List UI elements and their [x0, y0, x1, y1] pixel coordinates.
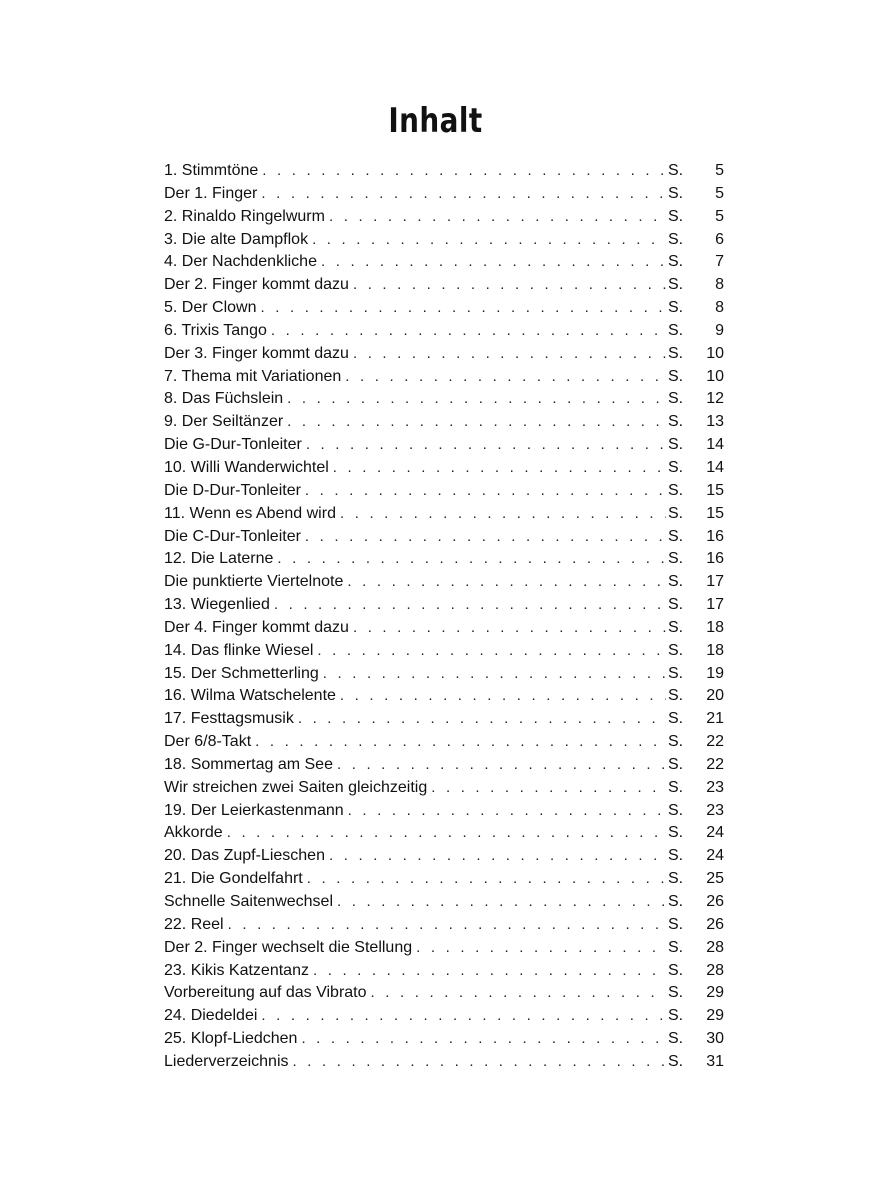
dot-leader	[317, 640, 666, 663]
toc-entry-page: 10	[706, 344, 724, 362]
toc-entry-page: 28	[706, 961, 724, 979]
toc-entry	[164, 868, 724, 891]
toc-entry-title: 3. Die alte Dampflok	[164, 230, 309, 248]
toc-entry-page: 18	[706, 641, 724, 659]
page-prefix: S.	[668, 299, 684, 317]
toc-entry-page: 20	[706, 687, 724, 705]
page-prefix: S.	[668, 458, 684, 476]
toc-entry	[164, 822, 724, 845]
page-prefix: S.	[668, 481, 684, 499]
toc-entry-page: 29	[706, 1007, 724, 1025]
toc-entry	[164, 960, 724, 983]
toc-entry	[164, 891, 724, 914]
toc-entry	[164, 937, 724, 960]
toc-entry-page: 19	[706, 664, 724, 682]
toc-entry	[164, 229, 724, 252]
dot-leader	[306, 434, 666, 457]
dot-leader	[416, 937, 666, 960]
page-prefix: S.	[668, 664, 684, 682]
page-prefix: S.	[668, 961, 684, 979]
dot-leader	[337, 754, 666, 777]
toc-entry	[164, 845, 724, 868]
dot-leader	[431, 777, 666, 800]
dot-leader	[353, 617, 666, 640]
toc-entry-page: 28	[706, 938, 724, 956]
toc-entry-title: Der 4. Finger kommt dazu	[164, 618, 349, 636]
toc-entry-page: 5	[715, 184, 724, 202]
dot-leader	[353, 343, 666, 366]
toc-entry-title: Liederverzeichnis	[164, 1052, 289, 1070]
toc-entry-page: 23	[706, 778, 724, 796]
toc-entry-page: 13	[706, 413, 724, 431]
toc-entry-page: 23	[706, 801, 724, 819]
page-prefix: S.	[668, 915, 684, 933]
toc-entry-title: 20. Das Zupf-Lieschen	[164, 847, 325, 865]
page-prefix: S.	[668, 253, 684, 271]
toc-entry-title: Die C-Dur-Tonleiter	[164, 527, 301, 545]
dot-leader	[353, 274, 666, 297]
page-prefix: S.	[668, 504, 684, 522]
dot-leader	[298, 708, 666, 731]
dot-leader	[261, 1005, 666, 1028]
page-prefix: S.	[668, 1052, 684, 1070]
dot-leader	[277, 548, 666, 571]
toc-entry-page: 10	[706, 367, 724, 385]
dot-leader	[371, 982, 666, 1005]
page-prefix: S.	[668, 870, 684, 888]
toc-entry	[164, 434, 724, 457]
dot-leader	[312, 229, 666, 252]
toc-entry-title: Die D-Dur-Tonleiter	[164, 481, 301, 499]
toc-entry	[164, 457, 724, 480]
page-prefix: S.	[668, 1007, 684, 1025]
toc-entry-title: 8. Das Füchslein	[164, 390, 284, 408]
toc-entry	[164, 366, 724, 389]
page-prefix: S.	[668, 687, 684, 705]
toc-entry-title: Der 1. Finger	[164, 184, 258, 202]
dot-leader	[323, 663, 666, 686]
toc-entry-page: 29	[706, 984, 724, 1002]
dot-leader	[347, 571, 666, 594]
toc-entry	[164, 297, 724, 320]
toc-entry	[164, 274, 724, 297]
toc-entry-page: 12	[706, 390, 724, 408]
toc-entry	[164, 617, 724, 640]
toc-entry-page: 30	[706, 1030, 724, 1048]
toc-entry	[164, 411, 724, 434]
dot-leader	[274, 594, 666, 617]
toc-entry-page: 6	[715, 230, 724, 248]
page-prefix: S.	[668, 573, 684, 591]
toc-entry	[164, 1028, 724, 1051]
page-prefix: S.	[668, 801, 684, 819]
toc-entry-page: 7	[715, 253, 724, 271]
toc-entry-page: 9	[715, 321, 724, 339]
toc-entry-title: 16. Wilma Watschelente	[164, 687, 336, 705]
toc-entry-title: 4. Der Nachdenkliche	[164, 253, 317, 271]
toc-entry	[164, 754, 724, 777]
page-prefix: S.	[668, 847, 684, 865]
page-prefix: S.	[668, 641, 684, 659]
toc-entry	[164, 1005, 724, 1028]
dot-leader	[345, 366, 666, 389]
toc-entry-title: 14. Das flinke Wiesel	[164, 641, 314, 659]
toc-entry-page: 22	[706, 733, 724, 751]
page-title: Inhalt	[388, 100, 483, 141]
page-prefix: S.	[668, 230, 684, 248]
dot-leader	[271, 320, 666, 343]
dot-leader	[340, 685, 666, 708]
page-prefix: S.	[668, 527, 684, 545]
toc-entry	[164, 594, 724, 617]
toc-entry-page: 5	[715, 207, 724, 225]
toc-entry-title: 21. Die Gondelfahrt	[164, 870, 303, 888]
dot-leader	[305, 480, 666, 503]
page-prefix: S.	[668, 390, 684, 408]
dot-leader	[340, 503, 666, 526]
page-prefix: S.	[668, 207, 684, 225]
page-prefix: S.	[668, 1030, 684, 1048]
dot-leader	[228, 914, 666, 937]
toc-entry-page: 26	[706, 893, 724, 910]
dot-leader	[348, 800, 666, 823]
page-prefix: S.	[668, 276, 684, 294]
toc-entry-title: 11. Wenn es Abend wird	[164, 504, 336, 522]
toc-entry	[164, 1051, 724, 1074]
toc-entry-title: 25. Klopf-Liedchen	[164, 1030, 298, 1048]
toc-entry	[164, 183, 724, 206]
toc-entry-title: 23. Kikis Katzentanz	[164, 961, 309, 979]
toc-entry-title: Der 2. Finger wechselt die Stellung	[164, 938, 413, 956]
toc-entry-title: Der 2. Finger kommt dazu	[164, 276, 349, 294]
toc-entry-title: Der 3. Finger kommt dazu	[164, 344, 349, 362]
toc-entry	[164, 571, 724, 594]
toc-entry-title: 15. Der Schmetterling	[164, 664, 319, 682]
dot-leader	[287, 411, 666, 434]
page-prefix: S.	[668, 733, 684, 751]
toc-entry	[164, 800, 724, 823]
toc-entry-page: 21	[706, 710, 724, 728]
toc-entry-page: 14	[706, 458, 724, 476]
dot-leader	[313, 960, 666, 983]
toc-entry	[164, 640, 724, 663]
dot-leader	[227, 822, 666, 845]
page-prefix: S.	[668, 710, 684, 728]
toc-entry-page: 18	[706, 618, 724, 636]
dot-leader	[321, 251, 666, 274]
toc-entry	[164, 777, 724, 800]
toc-entry	[164, 526, 724, 549]
toc-entry-title: Vorbereitung auf das Vibrato	[164, 984, 367, 1002]
toc-entry-title: 17. Festtagsmusik	[164, 710, 294, 728]
page-prefix: S.	[668, 162, 684, 179]
toc-entry-title: 10. Willi Wanderwichtel	[164, 458, 329, 476]
toc-entry-title: 19. Der Leierkastenmann	[164, 801, 344, 819]
toc-entry-title: 12. Die Laterne	[164, 550, 274, 568]
dot-leader	[305, 526, 666, 549]
toc-entry-page: 17	[706, 573, 724, 591]
page-prefix: S.	[668, 596, 684, 614]
toc-entry-page: 15	[706, 504, 724, 522]
page-prefix: S.	[668, 413, 684, 431]
dot-leader	[329, 206, 666, 229]
toc-entry	[164, 914, 724, 937]
dot-leader	[262, 160, 666, 183]
toc-entry-page: 16	[706, 550, 724, 568]
toc-entry-page: 17	[706, 596, 724, 614]
page-prefix: S.	[668, 436, 684, 454]
page-prefix: S.	[668, 344, 684, 362]
toc-entry	[164, 251, 724, 274]
toc-entry	[164, 663, 724, 686]
dot-leader	[261, 183, 666, 206]
toc-entry-title: 6. Trixis Tango	[164, 321, 267, 339]
toc-entry-title: 24. Diedeldei	[164, 1007, 258, 1025]
toc-entry	[164, 731, 724, 754]
toc-entry	[164, 480, 724, 503]
toc-entry	[164, 320, 724, 343]
toc-entry-page: 25	[706, 870, 724, 888]
dot-leader	[329, 845, 666, 868]
toc-entry-title: Schnelle Saitenwechsel	[164, 893, 333, 910]
toc-entry-page: 24	[706, 847, 724, 865]
page-prefix: S.	[668, 184, 684, 202]
dot-leader	[293, 1051, 666, 1074]
dot-leader	[301, 1028, 666, 1051]
toc-entry-title: 7. Thema mit Variationen	[164, 367, 342, 385]
dot-leader	[337, 891, 666, 914]
page-prefix: S.	[668, 778, 684, 796]
toc-entry-page: 22	[706, 755, 724, 773]
toc-entry-page: 8	[715, 276, 724, 294]
toc-entry-title: 5. Der Clown	[164, 299, 257, 317]
toc-entry-title: 18. Sommertag am See	[164, 755, 333, 773]
toc-entry-page: 8	[715, 299, 724, 317]
page-prefix: S.	[668, 550, 684, 568]
toc-entry	[164, 206, 724, 229]
dot-leader	[333, 457, 666, 480]
page-prefix: S.	[668, 321, 684, 339]
page-prefix: S.	[668, 824, 684, 842]
dot-leader	[260, 297, 666, 320]
toc-entry-page: 24	[706, 824, 724, 842]
dot-leader	[255, 731, 666, 754]
toc-entry-page: 31	[706, 1052, 724, 1070]
toc-entry	[164, 160, 724, 183]
page-prefix: S.	[668, 893, 684, 910]
toc-entry	[164, 685, 724, 708]
toc-entry-title: 13. Wiegenlied	[164, 596, 270, 614]
dot-leader	[307, 868, 666, 891]
page-prefix: S.	[668, 618, 684, 636]
toc-entry-title: Wir streichen zwei Saiten gleichzeitig	[164, 778, 428, 796]
table-of-contents	[164, 160, 724, 1074]
dot-leader	[287, 388, 666, 411]
toc-entry-title: 2. Rinaldo Ringelwurm	[164, 207, 325, 225]
toc-entry-page: 15	[706, 481, 724, 499]
page-prefix: S.	[668, 367, 684, 385]
toc-entry	[164, 503, 724, 526]
toc-entry-page: 14	[706, 436, 724, 454]
toc-entry-page: 5	[715, 162, 724, 179]
page-prefix: S.	[668, 755, 684, 773]
toc-entry	[164, 982, 724, 1005]
page-prefix: S.	[668, 938, 684, 956]
page-prefix: S.	[668, 984, 684, 1002]
toc-entry	[164, 708, 724, 731]
toc-entry	[164, 388, 724, 411]
toc-entry-title: Die G-Dur-Tonleiter	[164, 436, 302, 454]
toc-entry-page: 26	[706, 915, 724, 933]
toc-entry-title: 22. Reel	[164, 915, 224, 933]
toc-entry-page: 16	[706, 527, 724, 545]
toc-entry-title: Der 6/8-Takt	[164, 733, 252, 751]
toc-entry-title: Die punktierte Viertelnote	[164, 573, 344, 591]
toc-entry-title: 9. Der Seiltänzer	[164, 413, 284, 431]
toc-entry-title: Akkorde	[164, 824, 223, 842]
toc-entry	[164, 343, 724, 366]
toc-entry	[164, 548, 724, 571]
toc-entry-title: 1. Stimmtöne	[164, 162, 259, 179]
